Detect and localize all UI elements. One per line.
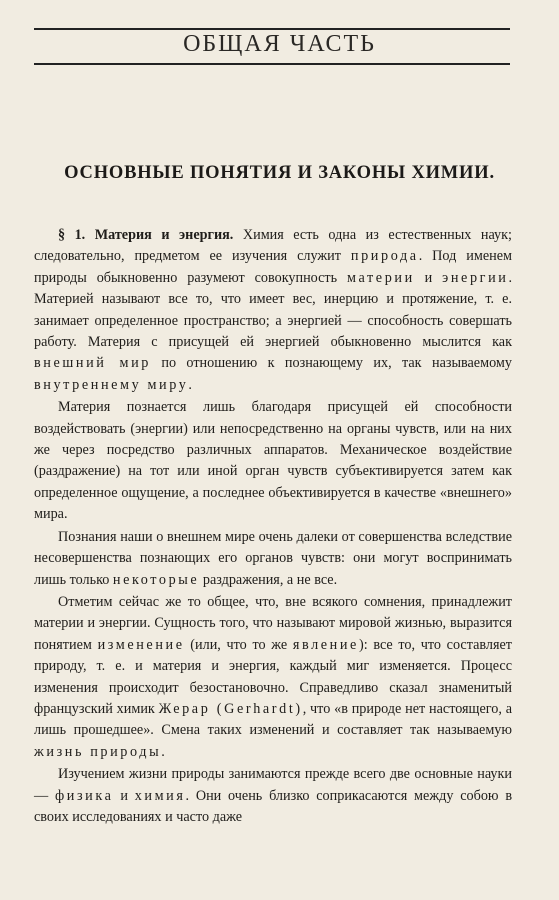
spaced-term: изменение [97, 636, 185, 653]
spaced-term: физика [54, 787, 114, 804]
spaced-term: жизнь природы [34, 743, 162, 760]
spaced-term: материи [346, 269, 415, 286]
spaced-term: энергии [442, 269, 509, 286]
text-run: . [188, 376, 192, 393]
text-run: Химия есть одна из естественных наук; следовательно, предметом ее изучения служит [34, 227, 512, 265]
text-run: . [161, 743, 165, 760]
paragraph [34, 225, 512, 396]
text-run: , что «в природе нет настоящего, а лишь прошедшее». Смена таких изменений и составляет так называемую [34, 700, 512, 739]
header-bottom-rule [34, 63, 510, 65]
section-header: ОБЩАЯ ЧАСТЬ [183, 31, 376, 57]
text-run: Познания наши о внешнем мире очень далеки от совершенства вследствие несовершенства познающих его органов чувств: они могут воспринимать лишь только [34, 528, 512, 588]
text-run: ): все то, что составляет природу, т. е. и материя и энергия, каждый миг изменяется. Процесс изменения происходит безостановочно. Справедливо сказал знаменитый французский химик [34, 636, 512, 717]
paragraph-heading: § 1. Материя и энергия. [58, 227, 234, 243]
body-text [34, 225, 512, 828]
paragraph [34, 397, 512, 525]
text-run: и [113, 787, 135, 804]
text-run: раздражения, а не все. [199, 571, 338, 588]
spaced-term: природа [350, 248, 419, 265]
text-run: . Материей называют все то, что имеет вес, инерцию и протяжение, т. е. занимает определенное пространство; а энергией — способность совершать работу. Материя с присущей ей энергией обыкновенно мыслится как [34, 269, 512, 351]
text-run: . Под именем природы обыкновенно разумеют совокупность [34, 248, 513, 286]
chapter-title: ОСНОВНЫЕ ПОНЯТИЯ И ЗАКОНЫ ХИМИИ. [64, 163, 495, 183]
header-top-rule [34, 28, 510, 30]
text-run: и [414, 269, 443, 286]
spaced-term: явление [292, 636, 359, 653]
spaced-term: химия [134, 787, 186, 804]
spaced-term: Жерар (Gerhardt) [158, 700, 303, 717]
paragraph [34, 592, 512, 763]
text-run: . Они очень близко соприкасаются между собою в своих исследованиях и часто даже [34, 787, 513, 825]
text-run: Изучением жизни природы занимаются прежде всего две основные науки — [34, 766, 512, 804]
text-run: Отметим сейчас же то общее, что, вне всякого сомнения, принадлежит материи и энергии. Сущность того, что называют мировой жизнью, выразится понятием [34, 593, 512, 653]
spaced-term: некоторые [112, 571, 200, 588]
spaced-term: внутреннему миру [34, 376, 189, 393]
paragraph [34, 527, 512, 591]
text-run: по отношению к познающему их, так называемому [150, 355, 512, 372]
paragraph [34, 764, 512, 828]
text-run: Материя познается лишь благодаря присущей ей способности воздействовать (энергии) или непосредственно на органы чувств, или на них же через посредство различных аппаратов. Механическое воздействие (раздражение) на тот или иной орган чувств субъективируется затем как определенное ощущение, а последнее объективируется в качестве «внешнего» мира. [34, 399, 512, 523]
text-run: (или, что то же [184, 636, 293, 653]
spaced-term: внешний мир [34, 355, 151, 372]
